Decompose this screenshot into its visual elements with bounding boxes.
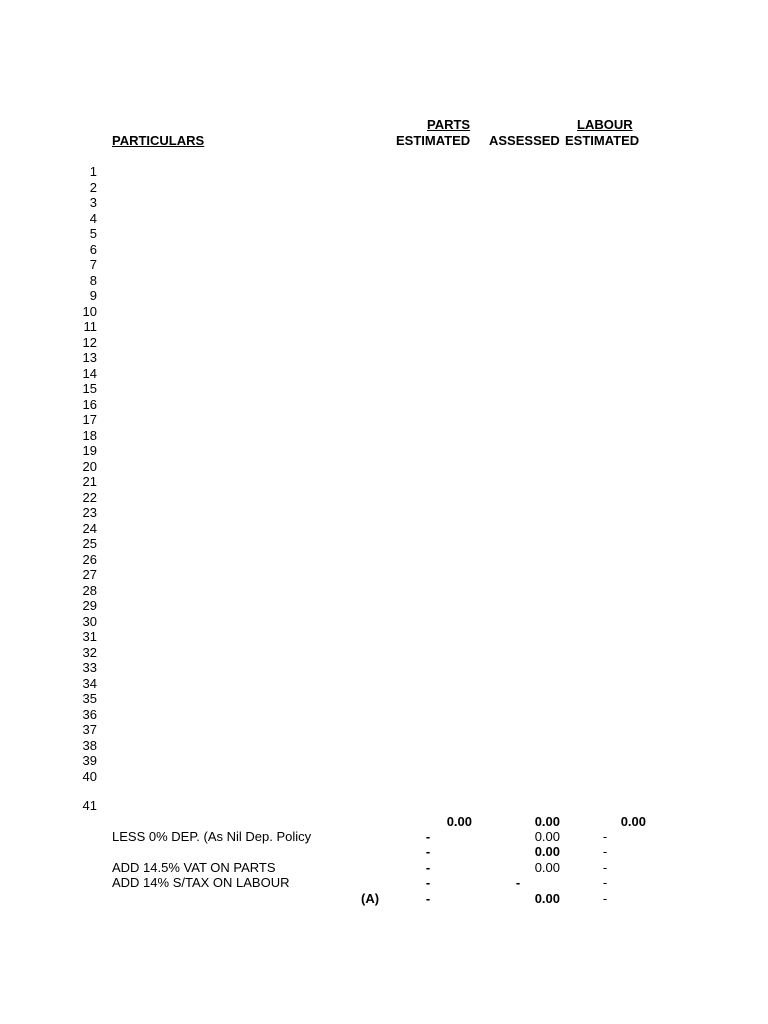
row-number: 32 [82,644,97,660]
row-number: 12 [82,334,97,350]
total-a-parts-assessed: 0.00 [534,891,560,906]
total-a-label: (A) [361,891,380,906]
stax-label: ADD 14% S/TAX ON LABOUR [112,875,290,890]
row-number: 1 [89,164,97,179]
row-number: 4 [89,210,97,226]
row-number-41: 41 [82,798,97,813]
stax-parts-assessed: - [515,875,521,890]
row-number: 7 [89,257,97,272]
subtotal-parts-estimated: 0.00 [446,814,472,829]
row-number: 6 [89,241,97,257]
labour-header: LABOUR [577,117,633,132]
total-a-parts-estimated: - [425,891,431,906]
row-number: 25 [82,536,97,551]
row-number: 37 [82,722,97,737]
row-number: 24 [82,520,97,536]
total-a-labour-estimated: - [602,891,608,906]
row-number: 18 [82,427,97,443]
vat-parts-estimated: - [425,860,431,875]
row-number: 19 [82,443,97,458]
row-number: 26 [82,551,97,567]
row-number: 29 [82,598,97,613]
row-number: 35 [82,691,97,706]
depreciation-parts-estimated: - [425,829,431,844]
row-number: 20 [82,458,97,474]
parts-header: PARTS [427,117,471,132]
row-number: 38 [82,737,97,753]
labour-estimated-header: ESTIMATED [565,133,640,148]
row-number: 13 [82,350,97,365]
row-number: 21 [82,474,97,489]
row-number: 16 [82,396,97,412]
row-number: 39 [82,753,97,768]
row-number: 9 [89,288,97,303]
depreciation-parts-assessed: 0.00 [534,829,560,844]
stax-parts-estimated: - [425,875,431,890]
row-number: 11 [83,319,97,334]
row-number: 28 [82,582,97,598]
row-number: 22 [82,489,97,505]
vat-labour-estimated: - [602,860,608,875]
row-number: 34 [82,675,97,691]
row-number: 17 [82,412,97,427]
row-number: 10 [82,303,97,319]
row-number: 36 [82,706,97,722]
vat-parts-assessed: 0.00 [534,860,560,875]
row-number: 23 [82,505,97,520]
row-number: 40 [82,768,97,784]
row-number: 14 [82,365,97,381]
row-number: 33 [82,660,97,675]
depreciation-label: LESS 0% DEP. (As Nil Dep. Policy [112,829,312,844]
after-dep-parts-assessed: 0.00 [534,844,560,859]
parts-estimated-header: ESTIMATED [396,133,471,148]
after-dep-labour-estimated: - [602,844,608,859]
row-number: 31 [82,629,97,644]
row-number-list [70,164,97,784]
depreciation-labour-estimated: - [602,829,608,844]
after-dep-parts-estimated: - [425,844,431,859]
row-number: 2 [89,179,97,195]
vat-label: ADD 14.5% VAT ON PARTS [112,860,276,875]
stax-labour-estimated: - [602,875,608,890]
row-number: 15 [82,381,97,396]
row-number: 27 [82,567,97,582]
row-number: 30 [82,613,97,629]
row-number: 5 [89,226,97,241]
subtotal-labour-estimated: 0.00 [620,814,646,829]
subtotal-parts-assessed: 0.00 [534,814,560,829]
row-number: 3 [89,195,97,210]
particulars-header: PARTICULARS [112,133,205,148]
parts-assessed-header: ASSESSED [489,133,560,148]
row-number: 8 [89,272,97,288]
